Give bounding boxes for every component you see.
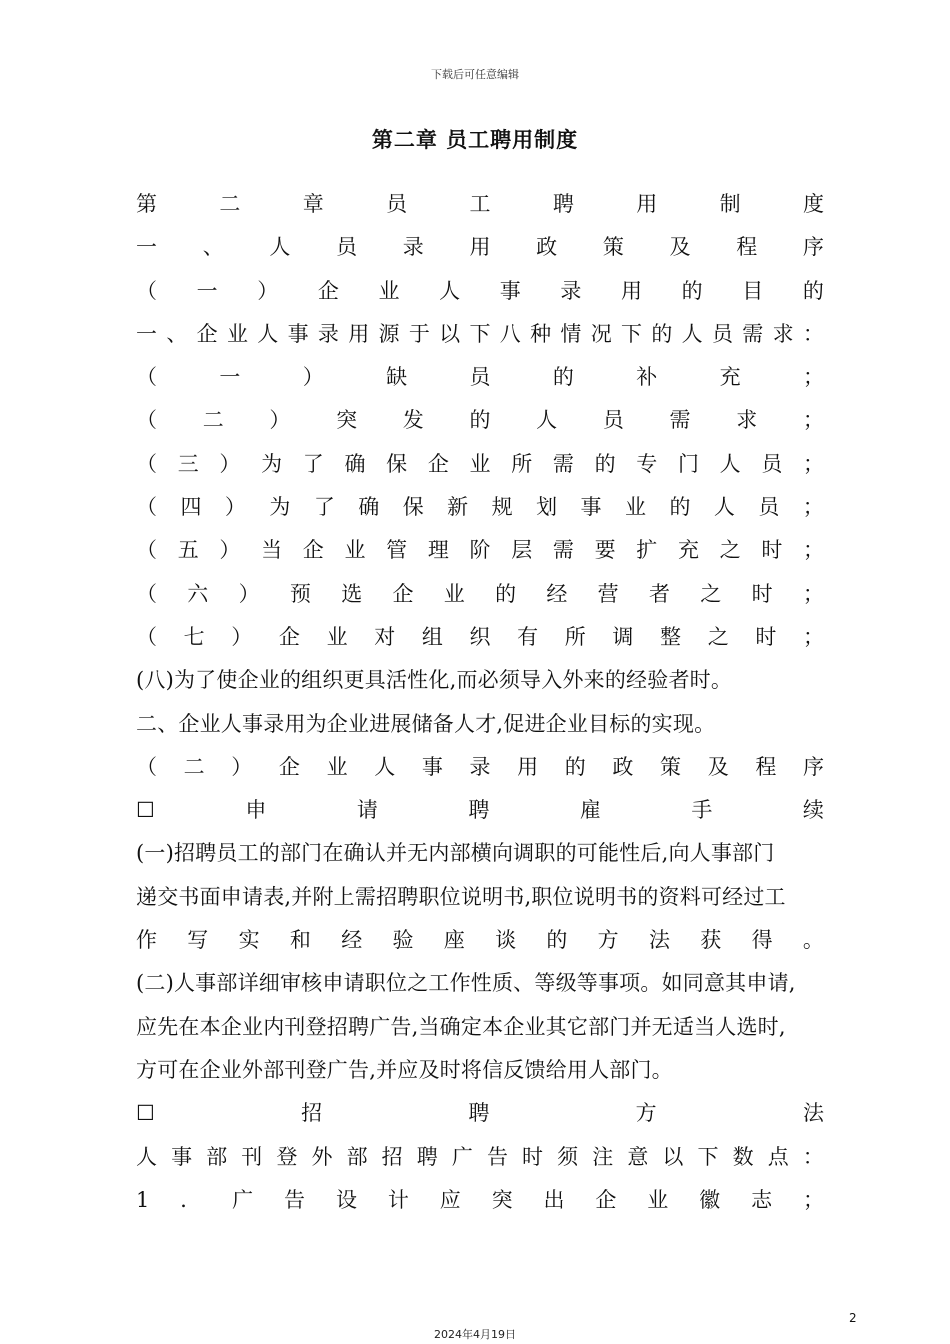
text-line: 二、企业人事录用为企业进展储备人才,促进企业目标的实现。 bbox=[136, 711, 716, 736]
text-line: 递交书面申请表,并附上需招聘职位说明书,职位说明书的资料可经过工 bbox=[136, 884, 786, 909]
text-line: （ 五 ） 当 企 业 管 理 阶 层 需 要 扩 充 之 时 ； bbox=[136, 538, 824, 563]
chapter-title: 第二章 员工聘用制度 bbox=[371, 127, 579, 152]
text-line: 第 二 章 员 工 聘 用 制 度 bbox=[136, 192, 824, 216]
text-line: (二)人事部详细审核申请职位之工作性质、等级等事项。如同意其申请, bbox=[136, 971, 796, 996]
text-line: （ 二 ） 突 发 的 人 员 需 求 ； bbox=[136, 408, 824, 433]
text-line: 1 ． 广 告 设 计 应 突 出 企 业 徽 志 ； bbox=[136, 1187, 824, 1212]
page-footer-date: 2024年4月19日 bbox=[434, 1328, 516, 1341]
text-line: (一)招聘员工的部门在确认并无内部横向调职的可能性后,向人事部门 bbox=[136, 841, 775, 866]
text-line: （ 四 ） 为 了 确 保 新 规 划 事 业 的 人 员 ； bbox=[136, 495, 824, 520]
page-header: 下载后可任意编辑 bbox=[431, 68, 519, 81]
text-line: 方可在企业外部刊登广告,并应及时将信反馈给用人部门。 bbox=[136, 1057, 673, 1082]
text-line: （ 七 ） 企 业 对 组 织 有 所 调 整 之 时 ； bbox=[136, 624, 824, 649]
text-line: 应先在本企业内刊登招聘广告,当确定本企业其它部门并无适当人选时, bbox=[136, 1014, 786, 1039]
document-body bbox=[136, 183, 824, 1222]
text-line: (八)为了使企业的组织更具活性化,而必须导入外来的经验者时。 bbox=[136, 668, 733, 693]
text-line: ☐ 招 聘 方 法 bbox=[136, 1101, 824, 1126]
text-line: （ 三 ） 为 了 确 保 企 业 所 需 的 专 门 人 员 ； bbox=[136, 451, 824, 476]
text-line: （ 二 ） 企 业 人 事 录 用 的 政 策 及 程 序 bbox=[136, 754, 824, 779]
text-line: 一 、 人 员 录 用 政 策 及 程 序 bbox=[136, 235, 824, 260]
text-line: ☐ 申 请 聘 雇 手 续 bbox=[136, 798, 824, 823]
text-line: 人 事 部 刊 登 外 部 招 聘 广 告 时 须 注 意 以 下 数 点 ： bbox=[136, 1144, 824, 1169]
text-line: （ 六 ） 预 选 企 业 的 经 营 者 之 时 ； bbox=[136, 581, 824, 606]
text-line: （ 一 ） 缺 员 的 补 充 ； bbox=[136, 365, 824, 390]
page-number: 2 bbox=[849, 1311, 857, 1325]
text-line: 作 写 实 和 经 验 座 谈 的 方 法 获 得 。 bbox=[136, 928, 824, 953]
text-line: 一 、 企 业 人 事 录 用 源 于 以 下 八 种 情 况 下 的 人 员 需 求 ： bbox=[136, 321, 824, 346]
text-line: （ 一 ） 企 业 人 事 录 用 的 目 的 bbox=[136, 278, 824, 303]
